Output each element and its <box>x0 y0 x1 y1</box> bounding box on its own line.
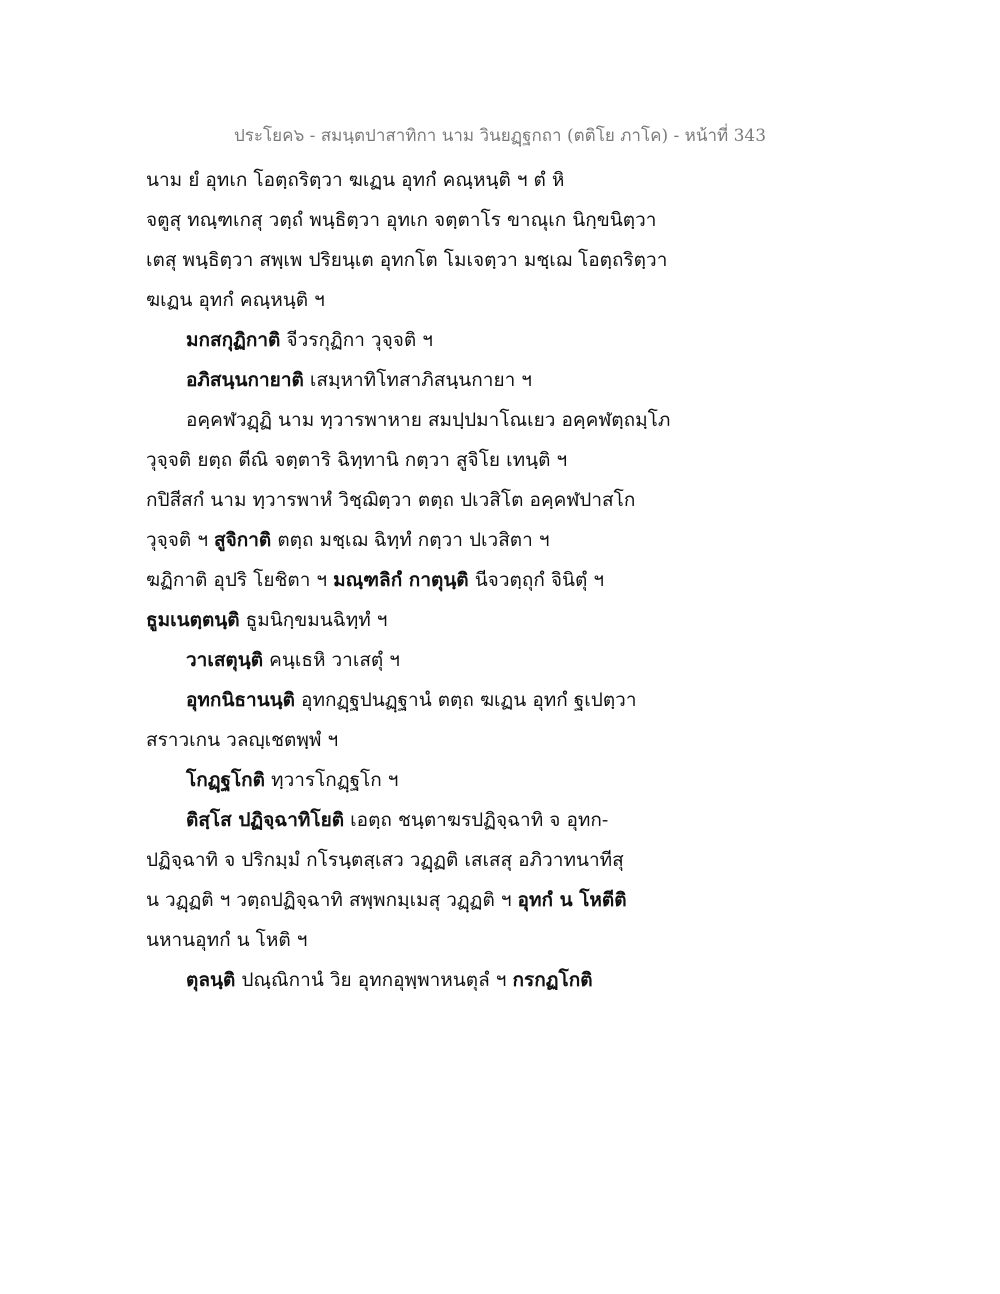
text-line <box>146 480 706 520</box>
text-line <box>146 280 706 320</box>
text-segment: กปิสีสกํ นาม ทฺวารพาหํ วิชฺฌิตฺวา ตตฺถ ปเวสิโต อคฺคฬปาสโก <box>146 489 636 511</box>
text-line <box>146 160 706 200</box>
text-segment: ฆฏิกาติ อุปริ โยชิตา ฯ <box>146 569 334 591</box>
text-line <box>146 520 706 560</box>
headword: อุทกนิธานนฺติ <box>186 689 296 711</box>
text-line <box>146 840 706 880</box>
text-line <box>146 720 706 760</box>
headword: สูจิกาติ <box>214 529 272 551</box>
headword: ธูมเนตฺตนฺติ <box>146 609 240 631</box>
text-segment: สราวเกน วลญฺเชตพฺพํ ฯ <box>146 729 339 751</box>
headword: กรกฏโกติ <box>512 969 593 991</box>
text-line <box>146 560 706 600</box>
text-line <box>146 640 706 680</box>
text-line <box>146 800 706 840</box>
text-line <box>146 760 706 800</box>
text-line <box>146 680 706 720</box>
text-segment: นหานอุทกํ น โหติ ฯ <box>146 929 308 951</box>
text-line <box>146 400 706 440</box>
text-segment: จตูสุ ทณฺฑเกสุ วตฺถํ พนฺธิตฺวา อุทเก จตฺตาโร ขาณุเก นิกฺขนิตฺวา <box>146 209 657 231</box>
headword: โกฏฺฐโกติ <box>186 769 265 791</box>
text-segment: น วฏฺฏติ ฯ วตฺถปฏิจฺฉาทิ สพฺพกมฺเมสุ วฏฺฏติ ฯ <box>146 889 518 911</box>
headword: วาเสตุนฺติ <box>186 649 264 671</box>
text-line <box>146 360 706 400</box>
text-segment: เสมฺหาทิโทสาภิสนฺนกายา ฯ <box>303 369 532 391</box>
headword: ตุลนฺติ <box>186 969 236 991</box>
text-segment: เตสุ พนฺธิตฺวา สพฺเพ ปริยนฺเต อุทกโต โมเจตฺวา มชฺเฌ โอตฺถริตฺวา <box>146 249 668 271</box>
text-segment: ปฏิจฺฉาทิ จ ปริกมฺมํ กโรนฺตสฺเสว วฏฺฏติ เสเสสุ อภิวาทนาทีสุ <box>146 849 624 871</box>
text-segment: อคฺคฬวฏฺฏิ นาม ทฺวารพาหาย สมปฺปมาโณเยว อคฺคฬตฺถมฺโภ <box>186 409 671 431</box>
text-segment: อุทกฏฺฐปนฏฺฐานํ ตตฺถ ฆเฏน อุทกํ ฐเปตฺวา <box>295 689 637 711</box>
text-line <box>146 320 706 360</box>
text-line <box>146 960 706 1000</box>
headword: มกสกุฏิกาติ <box>186 329 281 351</box>
text-segment: วุจฺจติ ฯ <box>146 529 215 551</box>
text-segment: ปณฺณิกานํ วิย อุทกอุพฺพาหนตุลํ ฯ <box>235 969 513 991</box>
body-text <box>146 160 706 1000</box>
text-segment: วุจฺจติ ยตฺถ ตีณิ จตฺตาริ ฉิทฺทานิ กตฺวา สูจิโย เทนฺติ ฯ <box>146 449 568 471</box>
text-segment: ทฺวารโกฏฺฐโก ฯ <box>265 769 399 791</box>
text-line <box>146 880 706 920</box>
headword: อภิสนฺนกายาติ <box>186 369 304 391</box>
text-line <box>146 600 706 640</box>
text-segment: ธูมนิกฺขมนฉิทฺทํ ฯ <box>239 609 388 631</box>
running-head: ประโยค๖ - สมนฺตปาสาทิกา นาม วินยฏฺฐกถา (ตติโย ภาโค) - หน้าที่ 343 <box>233 126 767 146</box>
text-line <box>146 440 706 480</box>
headword: มณฺฑลิกํ กาตุนฺติ <box>333 569 469 591</box>
headword: ติสฺโส ปฏิจฺฉาทิโยติ <box>186 809 345 831</box>
text-segment: จีวรกุฏิกา วุจฺจติ ฯ <box>280 329 433 351</box>
headword: อุทกํ น โหตีติ <box>517 889 627 911</box>
text-line <box>146 200 706 240</box>
text-segment: นาม ยํ อุทเก โอตฺถริตฺวา ฆเฏน อุทกํ คณฺหนฺติ ฯ ตํ หิ <box>146 169 565 191</box>
text-segment: คนฺเธหิ วาเสตุํ ฯ <box>263 649 400 671</box>
text-segment: ฆเฏน อุทกํ คณฺหนฺติ ฯ <box>146 289 325 311</box>
text-line <box>146 920 706 960</box>
text-segment: ตตฺถ มชฺเฌ ฉิทฺทํ กตฺวา ปเวสิตา ฯ <box>271 529 550 551</box>
text-line <box>146 240 706 280</box>
text-segment: นีจวตฺถุกํ จินิตุํ ฯ <box>468 569 605 591</box>
text-segment: เอตฺถ ชนฺตาฆรปฏิจฺฉาทิ จ อุทก- <box>344 809 609 831</box>
